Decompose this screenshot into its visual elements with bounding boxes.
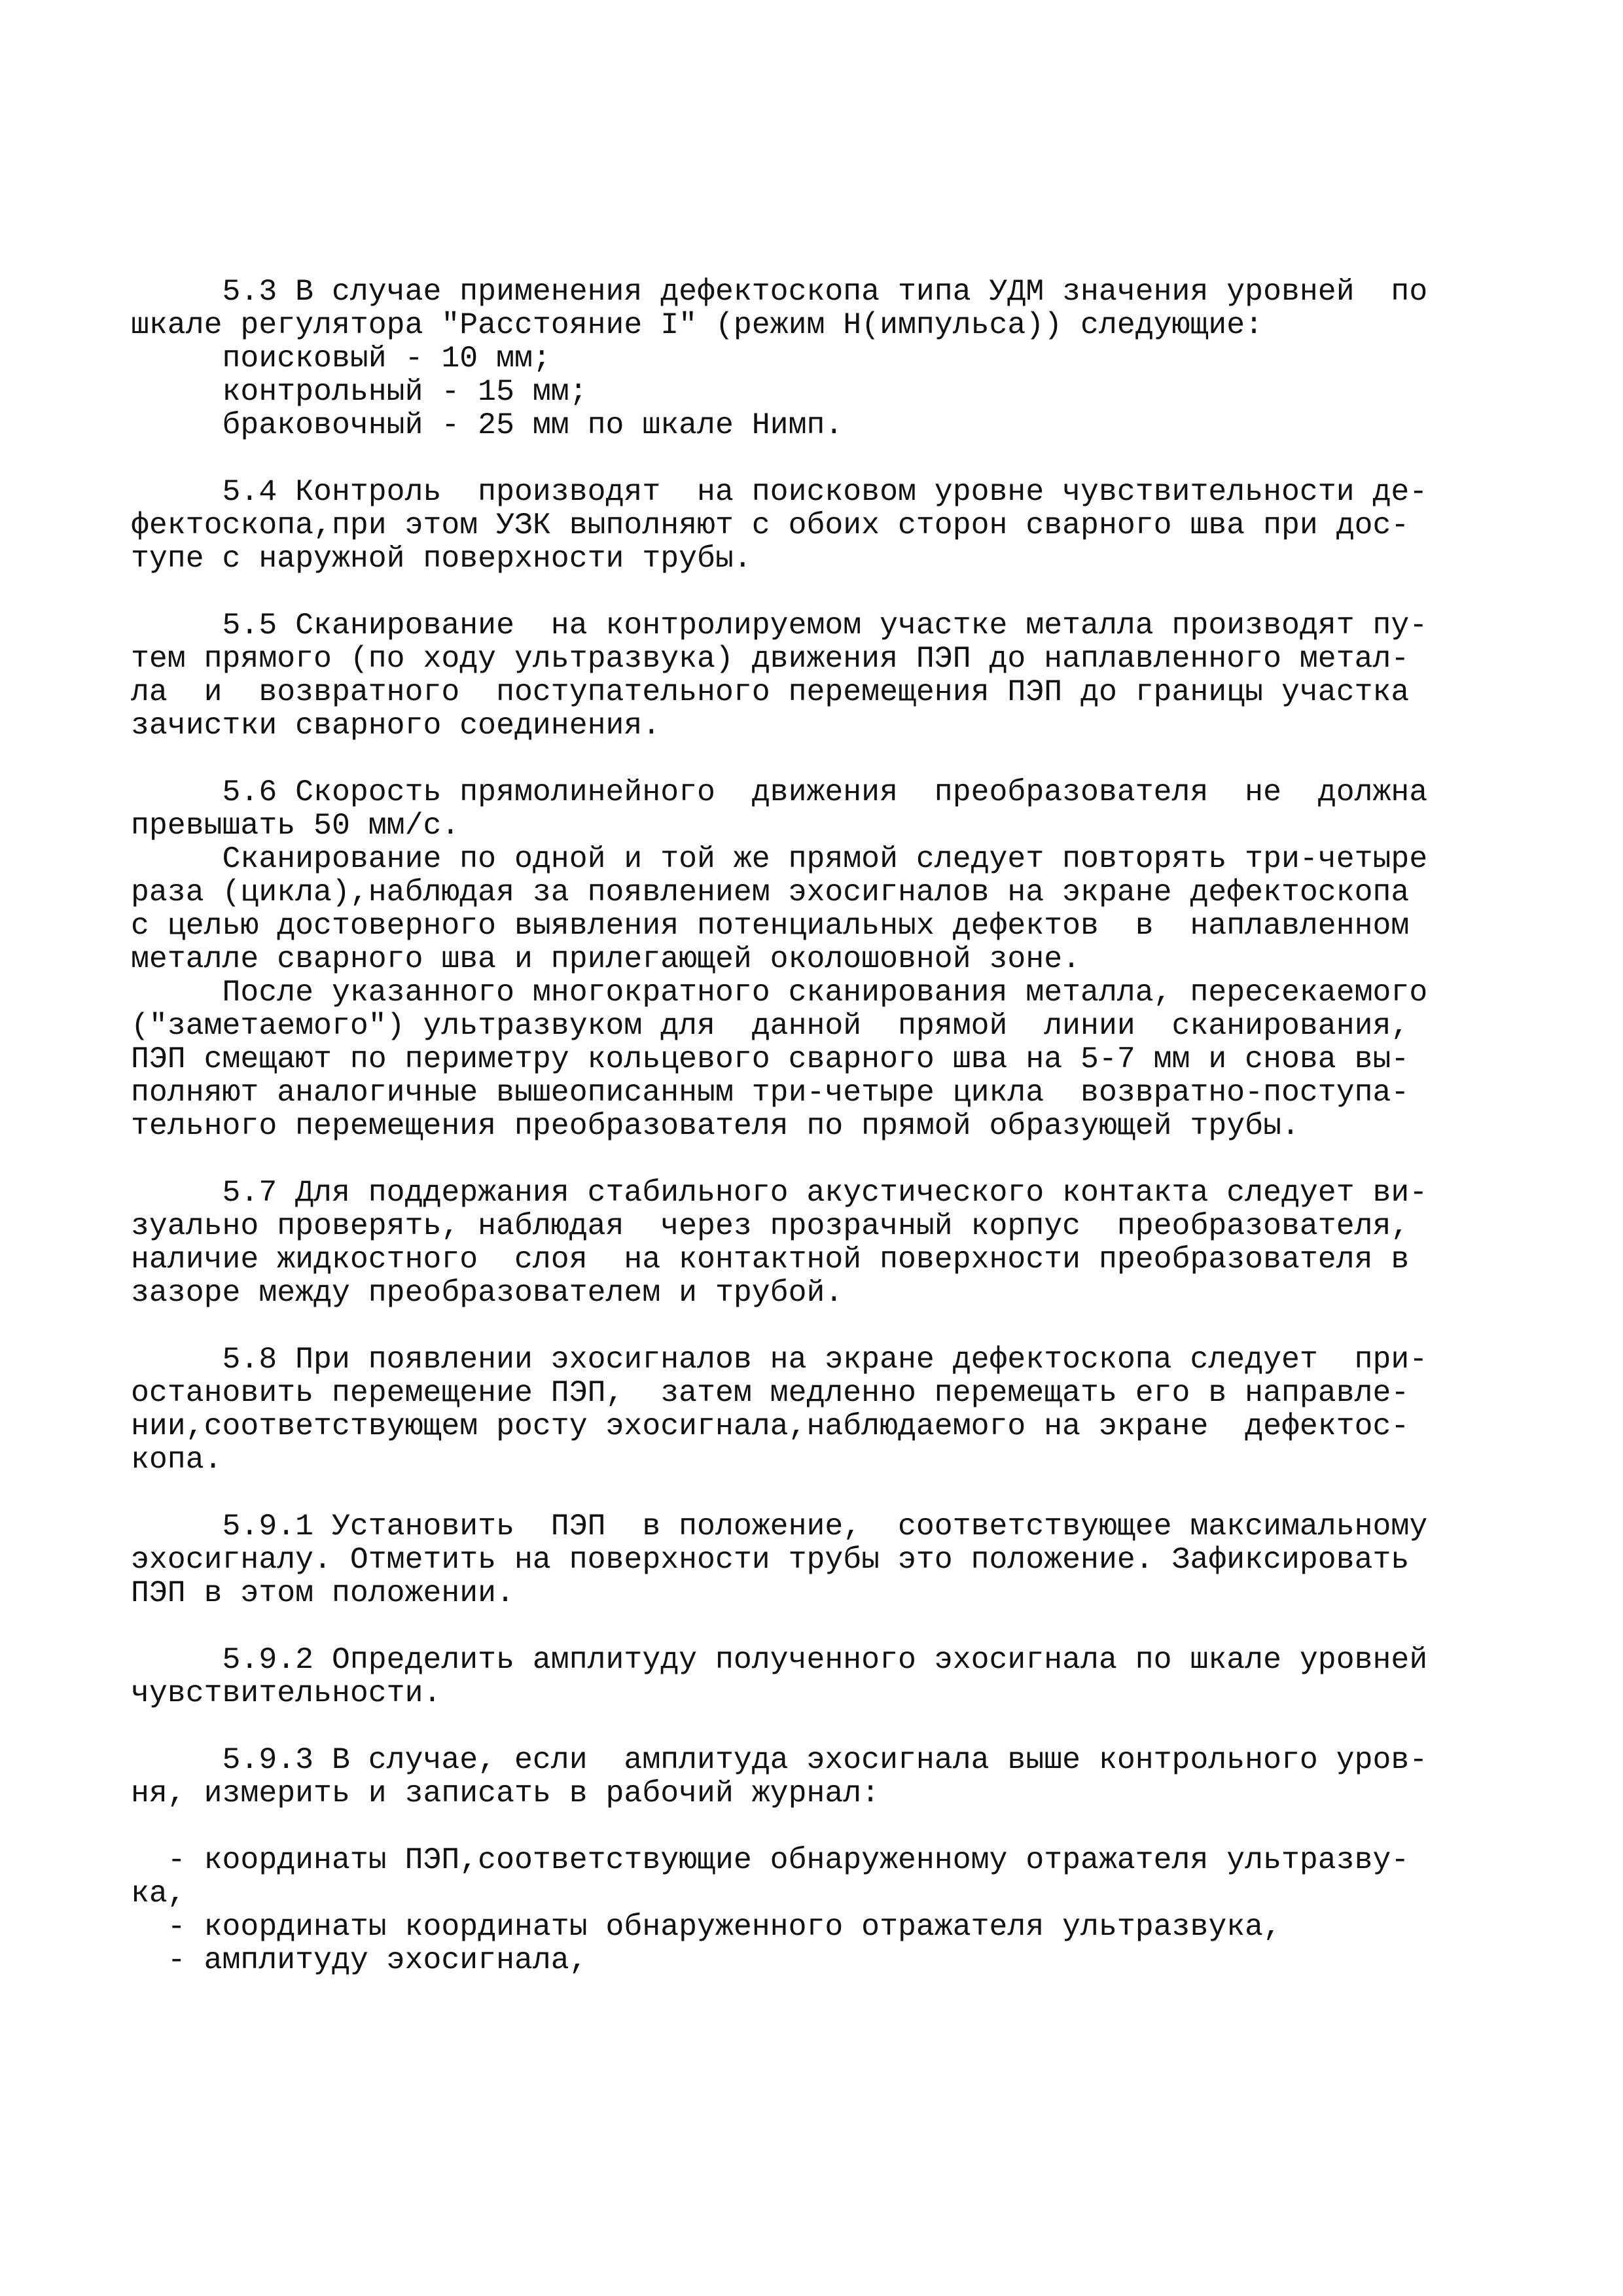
paragraph-5-9-2 xyxy=(131,1643,1492,1710)
text-line: поисковый - 10 мм; xyxy=(131,341,551,376)
list-item: - координаты координаты обнаруженного отражателя ультразвука, xyxy=(131,1909,1281,1944)
document-page xyxy=(131,275,1492,1977)
text-line: превышать 50 мм/с. xyxy=(131,808,460,843)
text-line: с целью достоверного выявления потенциальных дефектов в наплавленном xyxy=(131,908,1410,943)
text-line: ня, измерить и записать в рабочий журнал: xyxy=(131,1776,880,1810)
text-line: После указанного многократного сканирования металла, пересекаемого xyxy=(131,975,1428,1010)
text-line: Сканирование по одной и той же прямой следует повторять три-четыре xyxy=(131,841,1428,876)
text-line: раза (цикла),наблюдая за появлением эхосигналов на экране дефектоскопа xyxy=(131,875,1410,910)
list-item: ка, xyxy=(131,1876,186,1911)
paragraph-5-7 xyxy=(131,1176,1492,1309)
text-line: 5.9.2 Определить амплитуду полученного эхосигнала по шкале уровней xyxy=(131,1642,1428,1677)
paragraph-gap xyxy=(131,1610,1492,1643)
paragraph-5-4 xyxy=(131,475,1492,575)
text-line: зазоре между преобразователем и трубой. xyxy=(131,1275,844,1310)
text-line: 5.3 В случае применения дефектоскопа типа УДМ значения уровней по xyxy=(131,274,1428,309)
text-line: 5.6 Скорость прямолинейного движения преобразователя не должна xyxy=(131,775,1428,809)
text-line: 5.4 Контроль производят на поисковом уровне чувствительности де- xyxy=(131,474,1428,509)
text-line: копа. xyxy=(131,1442,223,1477)
text-line: нии,соответствующем росту эхосигнала,наблюдаемого на экране дефектос- xyxy=(131,1409,1410,1443)
text-line: тупе с наружной поверхности трубы. xyxy=(131,541,752,576)
paragraph-gap xyxy=(131,1142,1492,1176)
text-line: полняют аналогичные вышеописанным три-четыре цикла возвратно-поступа- xyxy=(131,1075,1410,1110)
paragraph-gap xyxy=(131,1309,1492,1343)
text-line: остановить перемещение ПЭП, затем медленно перемещать его в направле- xyxy=(131,1375,1410,1410)
text-line: зуально проверять, наблюдая через прозрачный корпус преобразователя, xyxy=(131,1209,1410,1243)
paragraph-gap xyxy=(131,742,1492,775)
paragraph-gap xyxy=(131,442,1492,475)
paragraph-5-9-1 xyxy=(131,1510,1492,1610)
paragraph-gap xyxy=(131,1810,1492,1843)
text-line: эхосигналу. Отметить на поверхности трубы это положение. Зафиксировать xyxy=(131,1542,1410,1577)
text-line: фектоскопа,при этом УЗК выполняют с обоих сторон сварного шва при дос- xyxy=(131,508,1410,542)
text-line: ПЭП смещают по периметру кольцевого сварного шва на 5-7 мм и снова вы- xyxy=(131,1042,1410,1076)
text-line: наличие жидкостного слоя на контактной поверхности преобразователя в xyxy=(131,1242,1410,1277)
text-line: браковочный - 25 мм по шкале Нимп. xyxy=(131,408,844,442)
text-line: 5.8 При появлении эхосигналов на экране дефектоскопа следует при- xyxy=(131,1342,1428,1377)
list-item: - амплитуду эхосигнала, xyxy=(131,1943,588,1977)
text-line: 5.9.3 В случае, если амплитуда эхосигнала выше контрольного уров- xyxy=(131,1742,1428,1777)
paragraph-5-8 xyxy=(131,1343,1492,1476)
text-line: металле сварного шва и прилегающей околошовной зоне. xyxy=(131,942,1081,976)
text-line: зачистки сварного соединения. xyxy=(131,708,661,743)
text-line: контрольный - 15 мм; xyxy=(131,374,588,409)
paragraph-5-3 xyxy=(131,275,1492,442)
paragraph-gap xyxy=(131,1710,1492,1743)
paragraph-5-6 xyxy=(131,775,1492,1142)
text-line: ла и возвратного поступательного перемещения ПЭП до границы участка xyxy=(131,675,1410,709)
text-line: 5.5 Сканирование на контролируемом участке металла производят пу- xyxy=(131,608,1428,643)
text-line: ПЭП в этом положении. xyxy=(131,1576,514,1610)
text-line: шкале регулятора "Расстояние I" (режим Н(импульса)) следующие: xyxy=(131,308,1264,342)
text-line: ("заметаемого") ультразвуком для данной прямой линии сканирования, xyxy=(131,1008,1410,1043)
paragraph-5-5 xyxy=(131,609,1492,742)
text-line: чувствительности. xyxy=(131,1676,442,1710)
paragraph-gap xyxy=(131,1476,1492,1510)
text-line: 5.7 Для поддержания стабильного акустического контакта следует ви- xyxy=(131,1175,1428,1210)
record-list xyxy=(131,1843,1492,1977)
text-line: тельного перемещения преобразователя по прямой образующей трубы. xyxy=(131,1108,1300,1143)
paragraph-gap xyxy=(131,575,1492,609)
list-item: - координаты ПЭП,соответствующие обнаруженному отражателя ультразву- xyxy=(131,1843,1410,1877)
text-line: 5.9.1 Установить ПЭП в положение, соответствующее максимальному xyxy=(131,1509,1428,1544)
text-line: тем прямого (по ходу ультразвука) движения ПЭП до наплавленного метал- xyxy=(131,641,1410,676)
paragraph-5-9-3 xyxy=(131,1743,1492,1810)
